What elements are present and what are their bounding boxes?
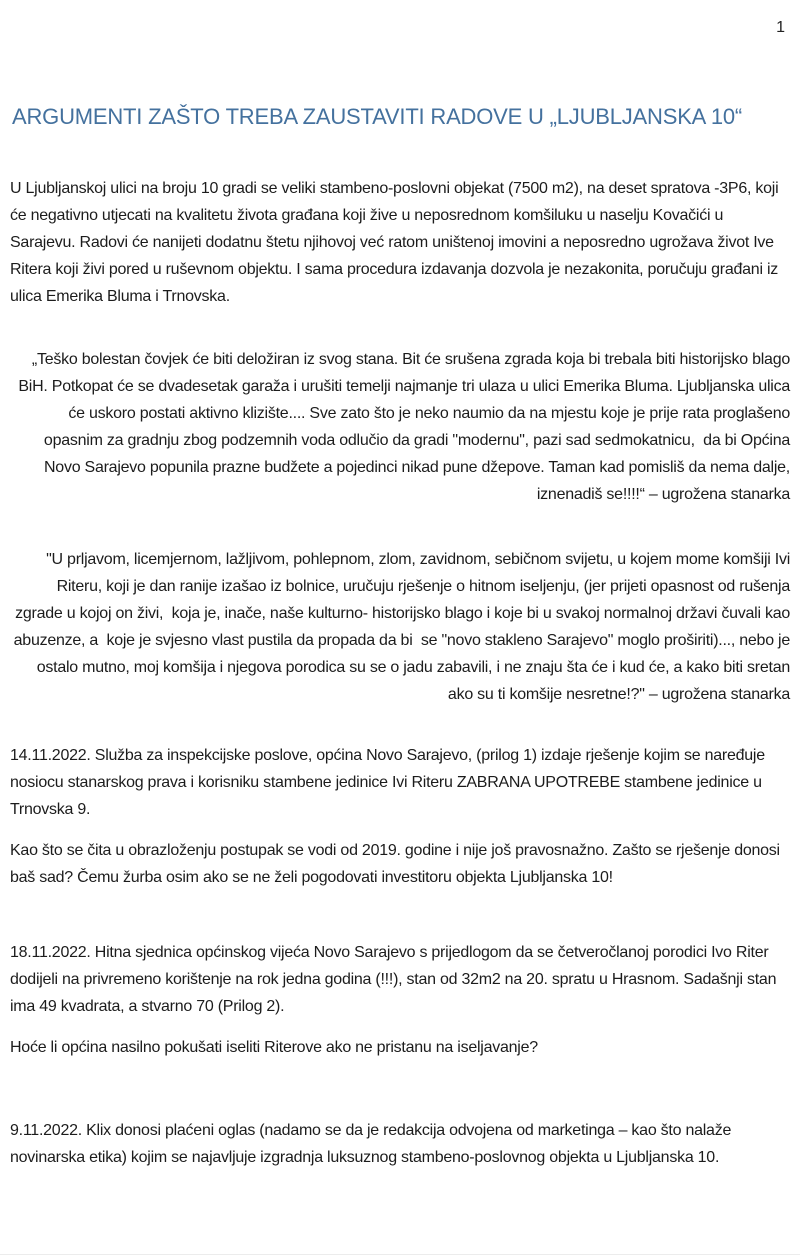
paragraph-2022-11-18: 18.11.2022. Hitna sjednica općinskog vijeća Novo Sarajevo s prijedlogom da se četveročlanoj porodici Ivo Riter dodijeli na privremeno korištenje na rok jedna godina (!!!), stan od 32m2 na 20. spratu u Hrasnom. Sadašnji stan ima 49 kvadrata, a stvarno 70 (Prilog 2). xyxy=(10,943,781,1015)
page-bottom-rule xyxy=(0,1254,800,1255)
paragraph-procedure-question: Kao što se čita u obrazloženju postupak se vodi od 2019. godine i nije još pravosnažno. Zašto se rješenje donosi baš sad? Čemu žurba osim ako se ne želi pogodovati investitoru objekta Ljubljanska 10! xyxy=(10,841,785,886)
page-number: 1 xyxy=(776,19,785,36)
document-title: ARGUMENTI ZAŠTO TREBA ZAUSTAVITI RADOVE U „LJUBLJANSKA 10“ xyxy=(12,104,743,129)
quote-tenant-1: „Teško bolestan čovjek će biti deložiran iz svog stana. Bit će srušena zgrada koja bi trebala biti historijsko blago BiH. Potkopat će se dvadesetak garaža i urušiti temelji najmanje tri ulaza u ulici Emerika Bluma. Ljubljanska ulica će uskoro postati aktivno klizište.... Sve zato što je neko naumio da na mjestu koje je prije rata proglašeno opasnim za gradnju zbog podzemnih voda odlučio da gradi "modernu", pazi sad sedmokatnicu, da bi Općina Novo Sarajevo popunila prazne budžete a pojedinci nikad pune džepove. Taman kad pomisliš da nema dalje, iznenadiš se!!!!“ – ugrožena stanarka xyxy=(18,350,795,503)
paragraph-2022-11-14: 14.11.2022. Služba za inspekcijske poslove, općina Novo Sarajevo, (prilog 1) izdaje rješenje kojim se naređuje nosiocu stanarskog prava i korisniku stambene jedinice Ivi Riteru ZABRANA UPOTREBE stambene jedinice u Trnovska 9. xyxy=(10,746,770,818)
paragraph-eviction-question: Hoće li općina nasilno pokušati iseliti Riterove ako ne pristanu na iseljavanje? xyxy=(10,1038,538,1056)
quote-tenant-2: "U prljavom, licemjernom, lažljivom, pohlepnom, zlom, zavidnom, sebičnom svijetu, u kojem mome komšiji Ivi Riteru, koji je dan ranije izašao iz bolnice, uručuju rješenje o hitnom iseljenju, (jer prijeti opasnost od rušenja zgrade u kojoj on živi, koja je, inače, naše kulturno- historijsko blago i koje bi u svakoj normalnoj državi čuvali kao abuzenze, a koje je svjesno vlast pustila da propada da bi se "novo stakleno Sarajevo" moglo proširiti)..., nebo je ostalo mutno, moj komšija i njegova porodica su se o jadu zabavili, i ne znaju šta će i kud će, a kako biti sretan ako su ti komšije nesretne!?" – ugrožena stanarka xyxy=(13,550,795,703)
paragraph-2022-11-09: 9.11.2022. Klix donosi plaćeni oglas (nadamo se da je redakcija odvojena od marketinga – kao što nalaže novinarska etika) kojim se najavljuje izgradnja luksuznog stambeno-poslovnog objekta u Ljubljanska 10. xyxy=(10,1121,736,1166)
paragraph-intro: U Ljubljanskoj ulici na broju 10 gradi se veliki stambeno-poslovni objekat (7500 m2), na deset spratova -3P6, koji će negativno utjecati na kvalitetu života građana koji žive u neposrednom komšiluku u naselju Kovačići u Sarajevu. Radovi će nanijeti dodatnu štetu njihovoj već ratom uništenoj imovini a neposredno ugrožava život Ive Ritera koji živi pored u ruševnom objektu. I sama procedura izdavanja dozvola je nezakonita, poručuju građani iz ulica Emerika Bluma i Trnovska. xyxy=(10,179,783,305)
